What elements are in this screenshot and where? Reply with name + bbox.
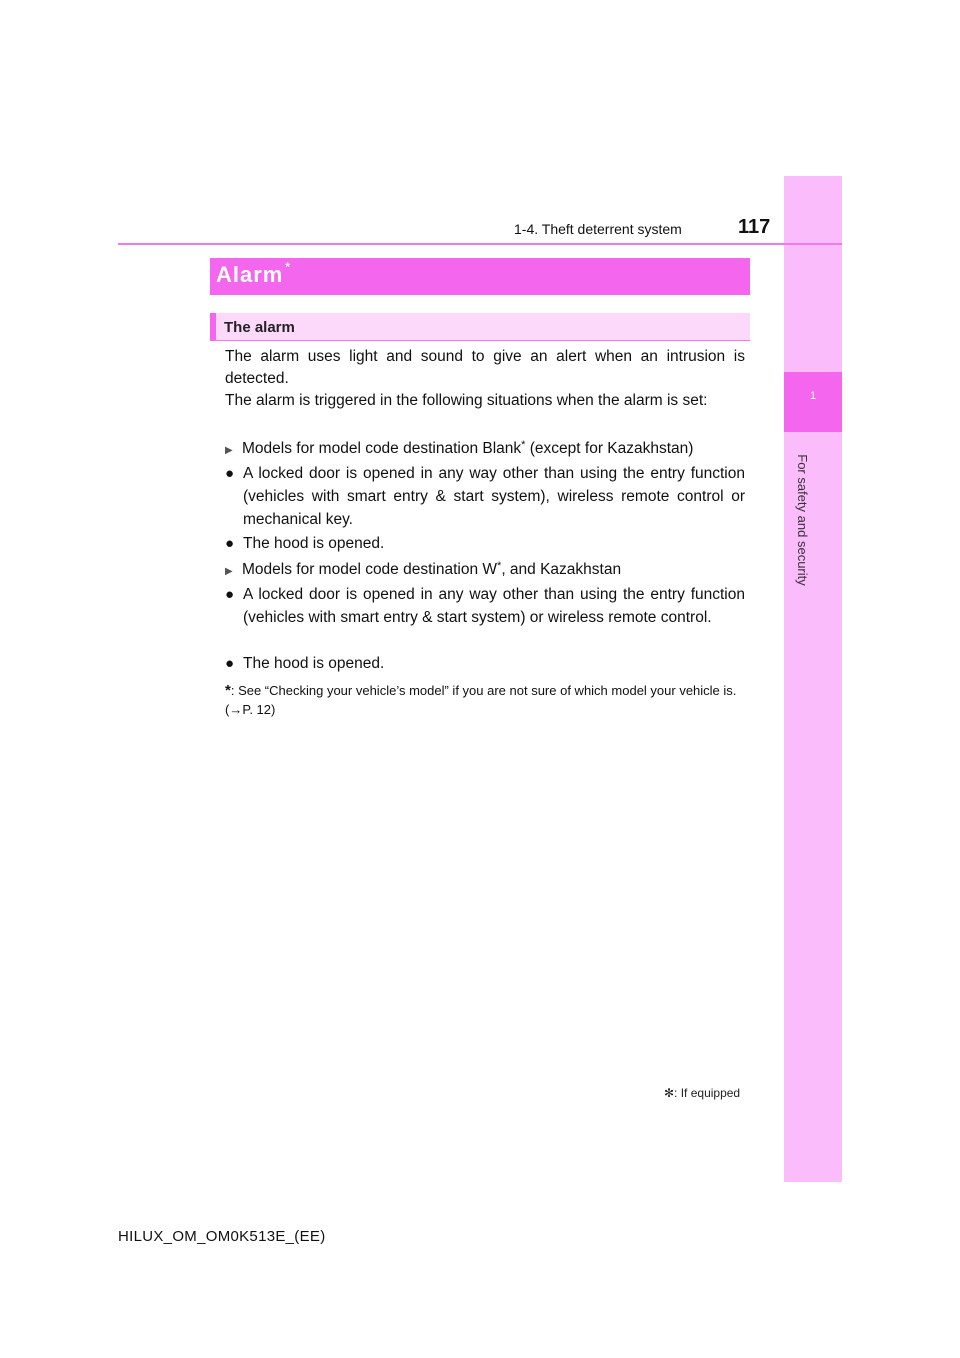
group2-heading <box>225 559 745 583</box>
asterisk-icon: * <box>285 260 292 274</box>
list-item-text: A locked door is opened in any way other than using the entry function (vehicles with smart entry & start system) or wireless remote control. <box>243 586 745 626</box>
group1-heading-suffix: (except for Kazakhstan) <box>525 440 694 457</box>
group1-heading <box>225 438 745 462</box>
group2-heading-suffix: , and Kazakhstan <box>501 561 622 578</box>
chapter-number: 1 <box>809 390 817 402</box>
section-title: 1-4. Theft deterrent system <box>514 221 682 237</box>
intro-paragraph-2: The alarm is triggered in the following situations when the alarm is set: <box>225 392 708 409</box>
page-number: 117 <box>738 216 771 238</box>
footnote-text: : See “Checking your vehicle’s model” if you are not sure of which model your vehicle is. (→P. 12) <box>225 683 737 717</box>
list-item <box>225 462 745 531</box>
intro-paragraph-1: The alarm uses light and sound to give an alert when an intrusion is detected. <box>225 348 745 387</box>
bullet-icon: ● <box>225 655 235 672</box>
if-equipped-note: ✻: If equipped <box>664 1086 741 1100</box>
chapter-side-tab <box>784 176 842 1182</box>
list-item <box>225 583 745 629</box>
asterisk-icon: * <box>521 439 526 451</box>
group2-heading-text: Models for model code destination W <box>242 561 498 578</box>
chapter-label: For safety and security <box>795 454 810 586</box>
chapter-tab-active[interactable] <box>784 372 842 432</box>
header-divider <box>118 243 842 245</box>
triangle-right-icon: ▶ <box>225 445 233 456</box>
list-item-text: A locked door is opened in any way other than using the entry function (vehicles with smart entry & start system), wireless remote control or mechanical key. <box>243 465 745 528</box>
group1-heading-text: Models for model code destination Blank <box>242 440 522 457</box>
bullet-icon: ● <box>225 535 235 552</box>
subheading: The alarm <box>224 319 295 336</box>
list-item <box>225 652 745 675</box>
list-item <box>225 532 745 555</box>
asterisk-icon: * <box>225 682 231 699</box>
page-title <box>216 262 291 288</box>
list-item-text: The hood is opened. <box>243 535 385 552</box>
list-item-text: The hood is opened. <box>243 655 385 672</box>
title-label: Alarm <box>216 262 284 287</box>
document-code: HILUX_OM_OM0K513E_(EE) <box>118 1228 326 1245</box>
bullet-icon: ● <box>225 465 235 482</box>
bullet-icon: ● <box>225 586 235 603</box>
footnote <box>225 681 745 719</box>
triangle-right-icon: ▶ <box>225 566 233 577</box>
asterisk-icon: * <box>497 560 502 572</box>
